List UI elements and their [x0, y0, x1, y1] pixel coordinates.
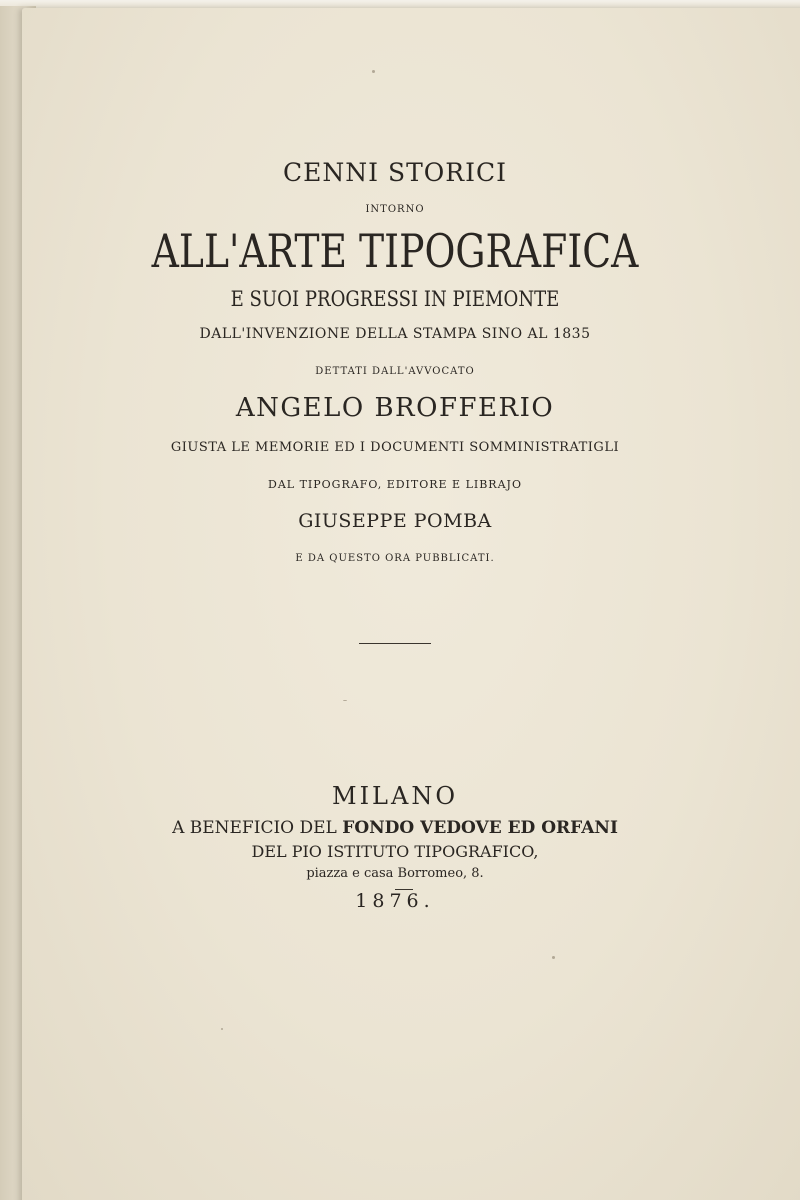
imprint-institute: DEL PIO ISTITUTO TIPOGRAFICO,: [251, 842, 539, 861]
imprint-address: piazza e casa Borromeo, 8.: [306, 866, 484, 881]
dictated-by-line: DETTATI DALL'AVVOCATO: [315, 366, 475, 377]
paper-speck: [372, 70, 375, 73]
subtitle: E SUOI PROGRESSI IN PIEMONTE: [230, 287, 560, 311]
author-name: ANGELO BROFFERIO: [235, 393, 555, 423]
pubblicati-line: E DA QUESTO ORA PUBBLICATI.: [295, 553, 495, 564]
subtitle-dates: DALL'INVENZIONE DELLA STAMPA SINO AL 1835: [199, 326, 591, 342]
imprint-benefit-fund: FONDO VEDOVE ED ORFANI: [342, 818, 618, 838]
main-title: ALL'ARTE TIPOGRAFICA: [151, 224, 639, 278]
imprint-benefit: [95, 818, 695, 838]
tipografo-line: DAL TIPOGRAFO, EDITORE E LIBRAJO: [268, 478, 522, 491]
imprint-city: MILANO: [332, 782, 458, 810]
publisher-name: GIUSEPPE POMBA: [298, 510, 492, 532]
paper-speck: [343, 700, 347, 701]
paper-speck: [221, 1028, 223, 1030]
imprint-year: 1876.: [355, 890, 435, 912]
paper-speck: [552, 956, 555, 959]
title-line-cenni-storici: CENNI STORICI: [283, 158, 507, 187]
title-line-intorno: INTORNO: [365, 204, 425, 215]
memorie-line: GIUSTA LE MEMORIE ED I DOCUMENTI SOMMINISTRATIGLI: [170, 440, 620, 455]
imprint-benefit-prefix: A BENEFICIO DEL: [172, 818, 343, 838]
divider-rule: [359, 643, 431, 644]
